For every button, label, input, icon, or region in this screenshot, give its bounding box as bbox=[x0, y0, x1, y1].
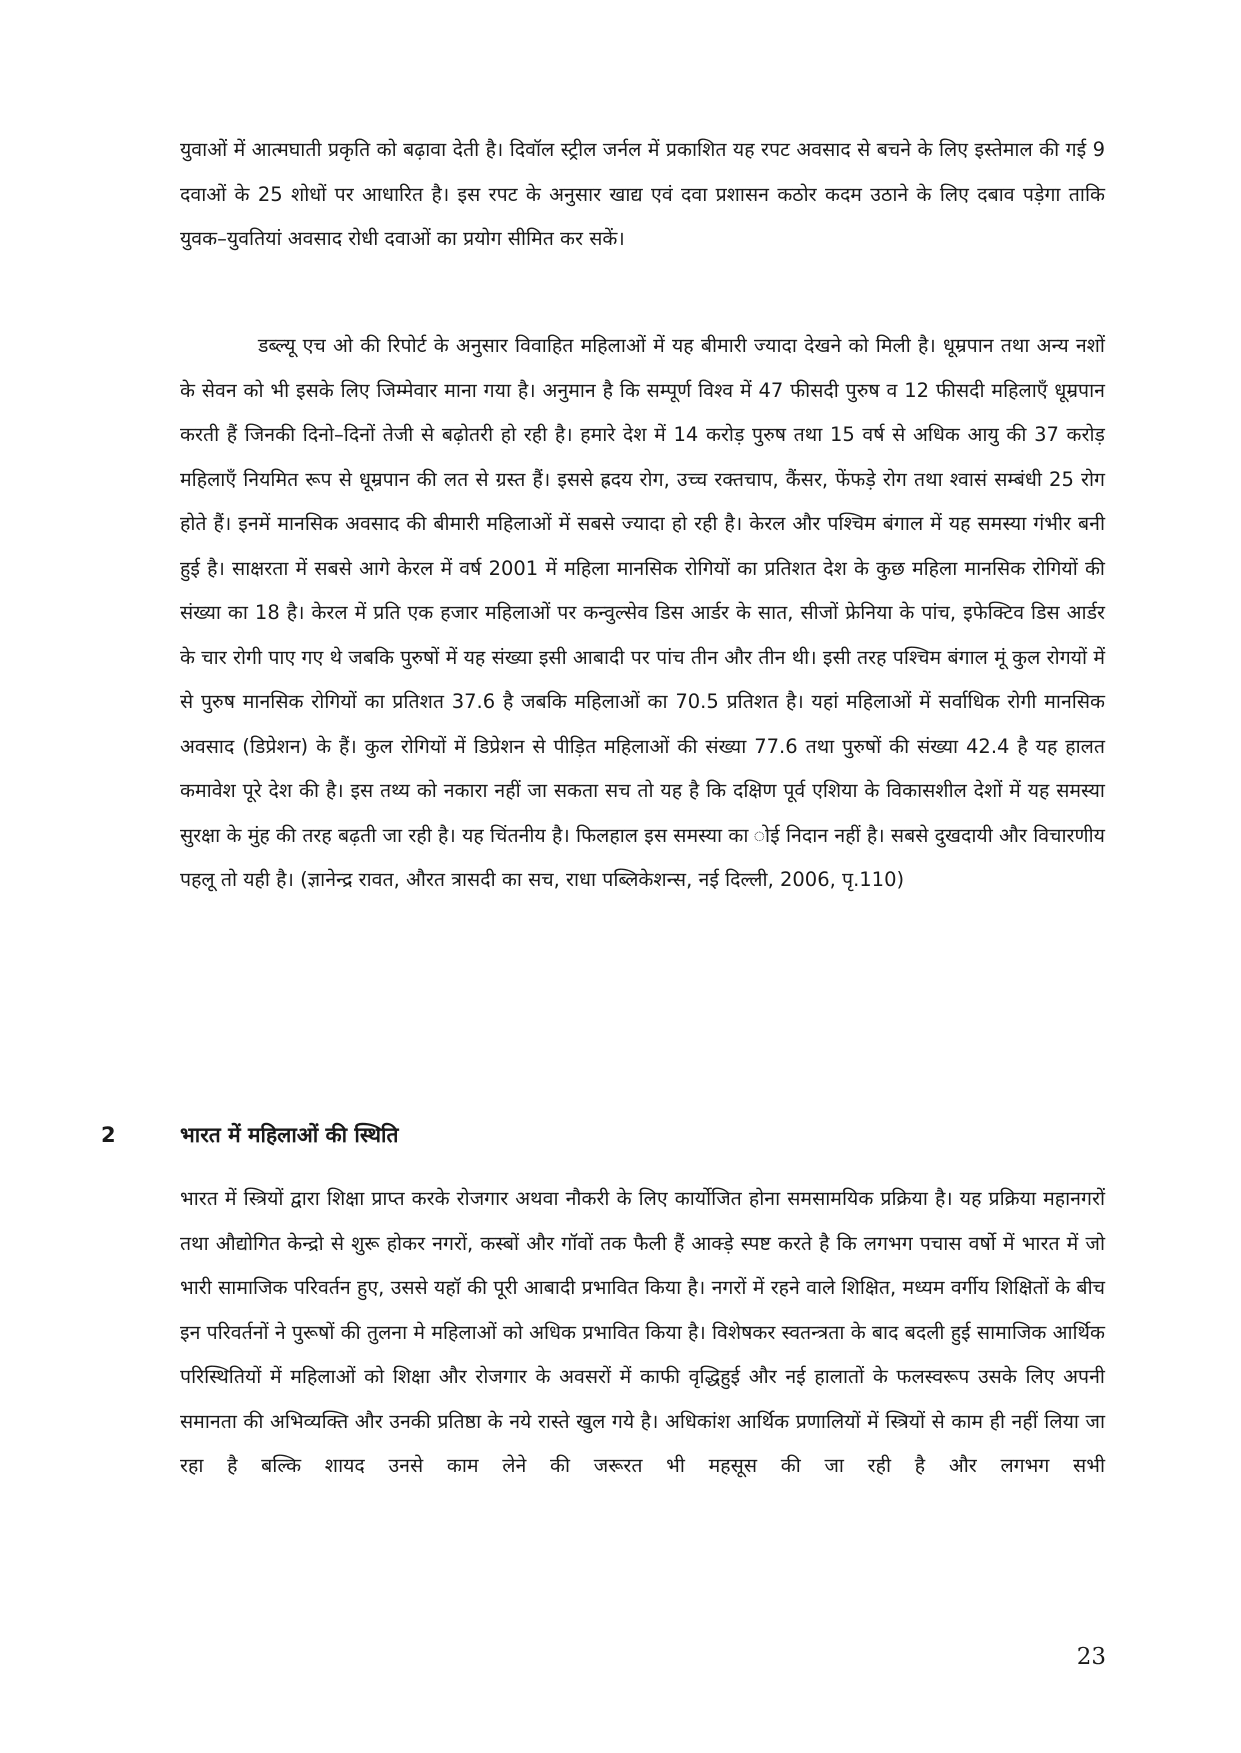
body-paragraph-2: डब्ल्यू एच ओ की रिपोर्ट के अनुसार विवाहित महिलाओं में यह बीमारी ज्यादा देखने को मिली है। धूम्रपान तथा अन्य नशों के सेवन को भी इसके लिए जिम्मेवार माना गया है। अनुमान है कि सम्पूर्ण विश्व में 47 फीसदी पुरुष व 12 फीसदी महिलाएँ धूम्रपान करती हैं जिनकी दिनो–दिनों तेजी से बढ़ोतरी हो रही है। हमारे देश में 14 करोड़ पुरुष तथा 15 वर्ष से अधिक आयु की 37 करोड़ महिलाएँ नियमित रूप से धूम्रपान की लत से ग्रस्त हैं। इससे ह्रदय रोग, उच्च रक्तचाप, कैंसर, फेंफड़े रोग तथा श्वासं सम्बंधी 25 रोग होते हैं। इनमें मानसिक अवसाद की बीमारी महिलाओं में सबसे ज्यादा हो रही है। केरल और पश्चिम बंगाल में यह समस्या गंभीर बनी हुई है। साक्षरता में सबसे आगे केरल में वर्ष 2001 में महिला मानसिक रोगियों का प्रतिशत देश के कुछ महिला मानसिक रोगियों की संख्या का 18 है। केरल में प्रति एक हजार महिलाओं पर कन्वुल्सेव डिस आर्डर के सात, सीजों फ्रेनिया के पांच, इफेक्टिव डिस आर्डर के चार रोगी पाए गए थे जबकि पुरुषों में यह संख्या इसी आबादी पर पांच तीन और तीन थी। इसी तरह पश्चिम बंगाल मूं कुल रोगयों में से पुरुष मानसिक रोगियों का प्रतिशत 37.6 है जबकि महिलाओं का 70.5 प्रतिशत है। यहां महिलाओं में सर्वाधिक रोगी मानसिक अवसाद (डिप्रेशन) के हैं। कुल रोगियों में डिप्रेशन से पीड़ित महिलाओं की संख्या 77.6 तथा पुरुषों की संख्या 42.4 है यह हालत कमावेश पूरे देश की है। इस तथ्य को नकारा नहीं जा सकता सच तो यह है कि दक्षिण पूर्व एशिया के विकासशील देशों में यह समस्या सुरक्षा के मुंह की तरह बढ़ती जा रही है। यह चिंतनीय है। फिलहाल इस समस्या का ोई निदान नहीं है। सबसे दुखदायी और विचारणीय पहलू तो यही है। (ज्ञानेन्द्र रावत, औरत त्रासदी का सच, राधा पब्लिकेशन्स, नई दिल्ली, 2006, पृ.110) bbox=[180, 334, 1105, 891]
page-number: 23 bbox=[1076, 1644, 1106, 1670]
section-number: 2 bbox=[101, 1123, 116, 1147]
body-paragraph-3: भारत में स्त्रियों द्वारा शिक्षा प्राप्त करके रोजगार अथवा नौकरी के लिए कार्योजित होना समसामयिक प्रक्रिया है। यह प्रक्रिया महानगरों तथा औद्योगित केन्द्रो से शुरू होकर नगरों, कस्बों और गॉवों तक फैली हैं आक्ड़े स्पष्ट करते है कि लगभग पचास वर्षो में भारत में जो भारी सामाजिक परिवर्तन हुए, उससे यहॉ की पूरी आबादी प्रभावित किया है। नगरों में रहने वाले शिक्षित, मध्यम वर्गीय शिक्षितों के बीच इन परिवर्तनों ने पुरूषों की तुलना मे महिलाओं को अधिक प्रभावित किया है। विशेषकर स्वतन्त्रता के बाद बदली हुई सामाजिक आर्थिक परिस्थितियों में महिलाओं को शिक्षा और रोजगार के अवसरों में काफी वृद्धिहुई और नई हालातों के फलस्वरूप उसके लिए अपनी समानता की अभिव्यक्ति और उनकी प्रतिष्ठा के नये रास्ते खुल गये है। अधिकांश आर्थिक प्रणालियों में स्त्रियों से काम ही नहीं लिया जा रहा है बल्कि शायद उनसे काम लेने की जरूरत भी महसूस की जा रही है और लगभग सभी bbox=[180, 1187, 1105, 1477]
body-paragraph-1: युवाओं में आत्मघाती प्रकृति को बढ़ावा देती है। दिवॉल स्ट्रील जर्नल में प्रकाशित यह रपट अवसाद से बचने के लिए इस्तेमाल की गई 9 दवाओं के 25 शोधों पर आधारित है। इस रपट के अनुसार खाद्य एवं दवा प्रशासन कठोर कदम उठाने के लिए दबाव पड़ेगा ताकि युवक–युवतियां अवसाद रोधी दवाओं का प्रयोग सीमित कर सकें। bbox=[180, 138, 1105, 250]
section-heading: भारत में महिलाओं की स्थिति bbox=[180, 1123, 399, 1147]
